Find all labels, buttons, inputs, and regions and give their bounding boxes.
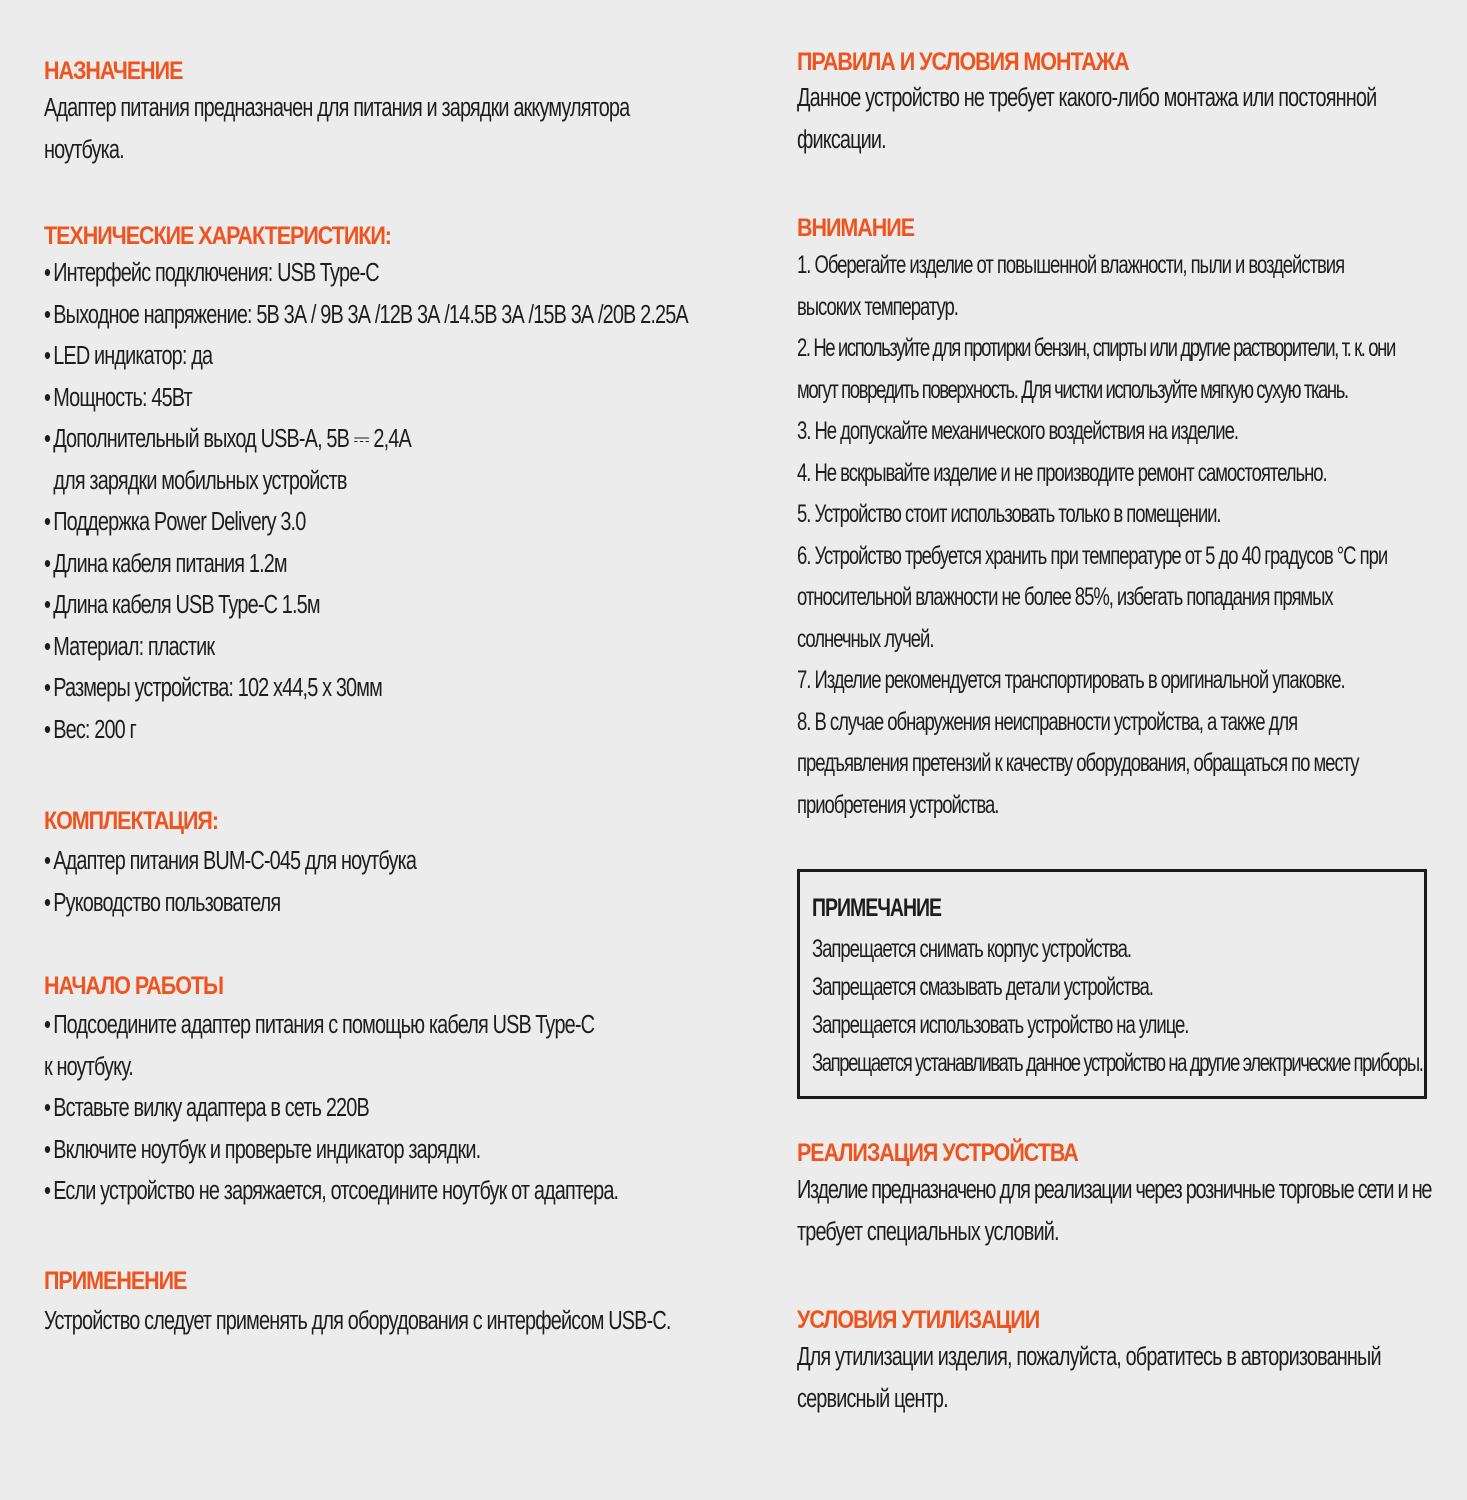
attention-line: 7. Изделие рекомендуется транспортировать в оригинальной упаковке.	[797, 666, 1345, 694]
attention-line: 5. Устройство стоит использовать только в помещении.	[797, 500, 1221, 528]
section-attention	[797, 212, 1437, 826]
attention-line: предъявления претензий к качеству оборудования, обращаться по месту	[797, 749, 1359, 777]
start-item: • Вставьте вилку адаптера в сеть 220В	[44, 1094, 369, 1122]
disposal-line: сервисный центр.	[797, 1384, 948, 1413]
heading-usage: ПРИМЕНЕНИЕ	[44, 1267, 187, 1295]
section-sale	[797, 1137, 1437, 1253]
section-disposal	[797, 1304, 1437, 1420]
spec-item: • Дополнительный выход USB-A, 5В ⎓ 2,4А	[44, 425, 411, 453]
start-item: • Подсоедините адаптер питания с помощью кабеля USB Type-C	[44, 1011, 595, 1039]
spec-item: • Материал: пластик	[44, 632, 215, 661]
heading-specs: ТЕХНИЧЕСКИЕ ХАРАКТЕРИСТИКИ:	[44, 222, 391, 250]
heading-purpose: НАЗНАЧЕНИЕ	[44, 57, 183, 85]
spec-item: • Размеры устройства: 102 х44,5 х 30мм	[44, 674, 382, 702]
note-line: Запрещается снимать корпус устройства.	[812, 935, 1131, 963]
attention-line: могут повредить поверхность. Для чистки используйте мягкую сухую ткань.	[797, 375, 1348, 404]
disposal-line: Для утилизации изделия, пожалуйста, обратитесь в авторизованный	[797, 1343, 1381, 1371]
note-line: Запрещается смазывать детали устройства.	[812, 973, 1153, 1001]
section-specs	[44, 220, 744, 751]
spec-item: • Поддержка Power Delivery 3.0	[44, 508, 306, 536]
note-line: Запрещается устанавливать данное устройство на другие электрические приборы.	[812, 1049, 1423, 1077]
spec-item: • Интерфейс подключения: USB Type-C	[44, 259, 379, 287]
spec-item: • Длина кабеля USB Type-C 1.5м	[44, 591, 320, 619]
usage-line: Устройство следует применять для оборудования с интерфейсом USB-C.	[44, 1307, 671, 1335]
section-purpose	[44, 55, 744, 171]
heading-start: НАЧАЛО РАБОТЫ	[44, 972, 224, 1000]
purpose-line: ноутбука.	[44, 135, 124, 164]
kit-item: • Адаптер питания BUM-C-045 для ноутбука	[44, 847, 417, 875]
note-title: ПРИМЕЧАНИЕ	[812, 894, 942, 922]
spec-item: • LED индикатор: да	[44, 342, 213, 370]
mounting-line: Данное устройство не требует какого-либо монтажа или постоянной	[797, 84, 1377, 112]
attention-line: приобретения устройства.	[797, 790, 999, 819]
attention-line: 1. Оберегайте изделие от повышенной влажности, пыли и воздействия	[797, 251, 1345, 279]
spec-item: • Вес: 200 г	[44, 715, 136, 744]
spec-item: • Длина кабеля питания 1.2м	[44, 549, 287, 578]
mounting-line: фиксации.	[797, 125, 886, 154]
attention-line: высоких температур.	[797, 292, 958, 321]
attention-line: солнечных лучей.	[797, 624, 934, 653]
section-usage	[44, 1265, 744, 1343]
heading-disposal: УСЛОВИЯ УТИЛИЗАЦИИ	[797, 1306, 1040, 1334]
spec-item: • Мощность: 45Вт	[44, 383, 192, 412]
heading-attention: ВНИМАНИЕ	[797, 214, 915, 242]
attention-line: 6. Устройство требуется хранить при температуре от 5 до 40 градусов °С при	[797, 541, 1388, 570]
attention-line: 4. Не вскрывайте изделие и не производите ремонт самостоятельно.	[797, 458, 1327, 487]
purpose-line: Адаптер питания предназначен для питания и зарядки аккумулятора	[44, 94, 630, 122]
attention-line: 2. Не используйте для протирки бензин, спирты или другие растворители, т. к. они	[797, 334, 1395, 362]
start-item-continuation: к ноутбуку.	[44, 1052, 133, 1081]
kit-item: • Руководство пользователя	[44, 888, 281, 917]
heading-sale: РЕАЛИЗАЦИЯ УСТРОЙСТВА	[797, 1139, 1078, 1167]
sale-line: Изделие предназначено для реализации через розничные торговые сети и не	[797, 1176, 1432, 1204]
spec-item: • Выходное напряжение: 5В 3А / 9В 3А /12В 3А /14.5В 3А /15В 3А /20В 2.25А	[44, 300, 688, 329]
start-item: • Если устройство не заряжается, отсоедините ноутбук от адаптера.	[44, 1177, 619, 1205]
section-start	[44, 970, 744, 1213]
spec-item-continuation: для зарядки мобильных устройств	[53, 466, 347, 495]
note-box	[797, 869, 1427, 1099]
heading-mounting: ПРАВИЛА И УСЛОВИЯ МОНТАЖА	[797, 48, 1129, 76]
attention-line: 3. Не допускайте механического воздействия на изделие.	[797, 417, 1238, 445]
section-mounting	[797, 46, 1437, 161]
heading-kit: КОМПЛЕКТАЦИЯ:	[44, 807, 218, 835]
start-item: • Включите ноутбук и проверьте индикатор зарядки.	[44, 1135, 481, 1164]
attention-line: 8. В случае обнаружения неисправности устройства, а также для	[797, 707, 1298, 736]
note-line: Запрещается использовать устройство на улице.	[812, 1011, 1189, 1039]
section-kit	[44, 805, 744, 924]
attention-line: относительной влажности не более 85%, избегать попадания прямых	[797, 583, 1333, 611]
sale-line: требует специальных условий.	[797, 1217, 1059, 1246]
